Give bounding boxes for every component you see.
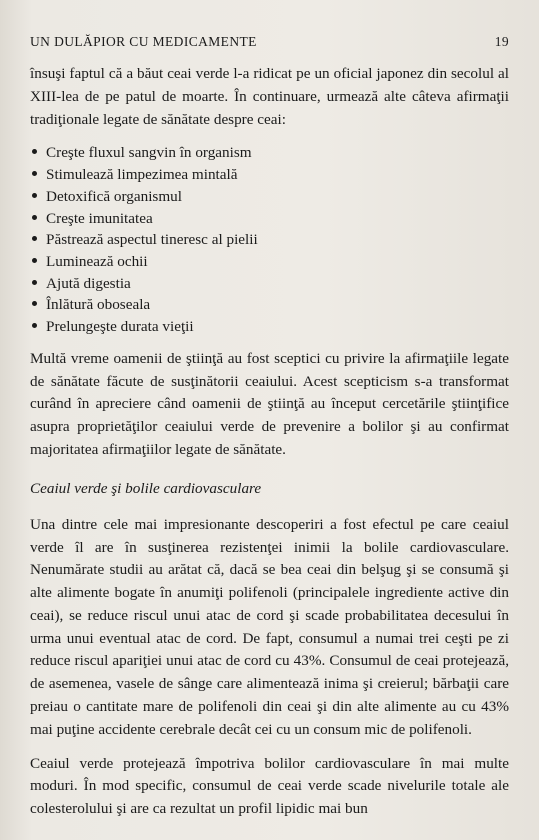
list-item-text: Ajută digestia <box>46 274 131 292</box>
list-item <box>32 164 509 186</box>
cardiovascular-paragraph: Una dintre cele mai impresionante descoperiri a fost efectul pe care ceaiul verde îl are în susţinerea rezistenţei inimii la bolile cardiovasculare. Nenumărate studii au arătat că, dacă se bea ceai din belşug şi se consumă şi alte alimente bogate în anumiţi polifenoli (principalele ingrediente active din ceai), se reduce riscul unui atac de cord şi scade probabilitatea decesului în urma unui eventual atac de cord. De fapt, consumul a numai trei ceşti pe zi reduce riscul apariţiei unui atac de cord cu 43%. Consumul de ceai protejează, de asemenea, vasele de sânge care alimentează inima şi creierul; bărbaţii care preiau o cantitate mare de polifenoli din ceai şi din alte alimente au cu 43% mai puţine accidente cerebrale decât cei cu un consum mic de polifenoli. <box>30 515 509 738</box>
list-item-text: Păstrează aspectul tineresc al pielii <box>46 231 258 249</box>
list-item-text: Prelungeşte durata vieţii <box>46 318 194 336</box>
list-item-text: Detoxifică organismul <box>46 187 182 205</box>
list-item-text: Creşte fluxul sangvin în organism <box>46 144 252 162</box>
section-heading: Ceaiul verde şi bolile cardiovasculare <box>30 479 262 497</box>
bullet-icon <box>32 280 37 285</box>
list-item <box>32 208 509 230</box>
bullet-icon <box>32 236 37 241</box>
cholesterol-paragraph: Ceaiul verde protejează împotriva bolilor cardiovasculare în mai multe moduri. În mod specific, consumul de ceai verde scade nivelurile totale ale colesterolului şi are ca rezultat un profil lipidic mai bun <box>30 754 509 818</box>
bullet-icon <box>32 149 37 154</box>
health-claims-list <box>32 142 509 337</box>
list-item <box>32 316 509 338</box>
intro-paragraph: însuşi faptul că a băut ceai verde l-a ridicat pe un oficial japonez din secolul al XIII-lea de pe patul de moarte. În continuare, urmează alte câteva afirmaţii tradiţionale legate de sănătate despre ceai: <box>30 65 509 128</box>
list-item-text: Luminează ochii <box>46 252 148 270</box>
list-item <box>32 273 509 295</box>
list-item <box>32 229 509 251</box>
list-item <box>32 186 509 208</box>
running-head <box>30 34 509 50</box>
list-item-text: Stimulează limpezimea mintală <box>46 166 238 184</box>
list-item <box>32 251 509 273</box>
bullet-icon <box>32 215 37 220</box>
bullet-icon <box>32 323 37 328</box>
bullet-icon <box>32 171 37 176</box>
list-item-text: Creşte imunitatea <box>46 209 153 227</box>
list-item <box>32 294 509 316</box>
running-title: UN DULĂPIOR CU MEDICAMENTE <box>30 34 257 49</box>
bullet-icon <box>32 258 37 263</box>
bullet-icon <box>32 193 37 198</box>
skepticism-paragraph: Multă vreme oamenii de ştiinţă au fost sceptici cu privire la afirmaţiile legate de sănătate făcute de susţinătorii ceaiului. Acest scepticism s-a transformat curând în apreciere când oamenii de ştiinţă au început cercetările ştiinţifice asupra proprietăţilor ceaiului verde de prevenire a bolilor şi au confirmat majoritatea afirmaţiilor legate de sănătate. <box>30 349 509 458</box>
bullet-icon <box>32 301 37 306</box>
page-number: 19 <box>494 34 509 49</box>
list-item <box>32 142 509 164</box>
list-item-text: Înlătură oboseala <box>46 296 151 314</box>
